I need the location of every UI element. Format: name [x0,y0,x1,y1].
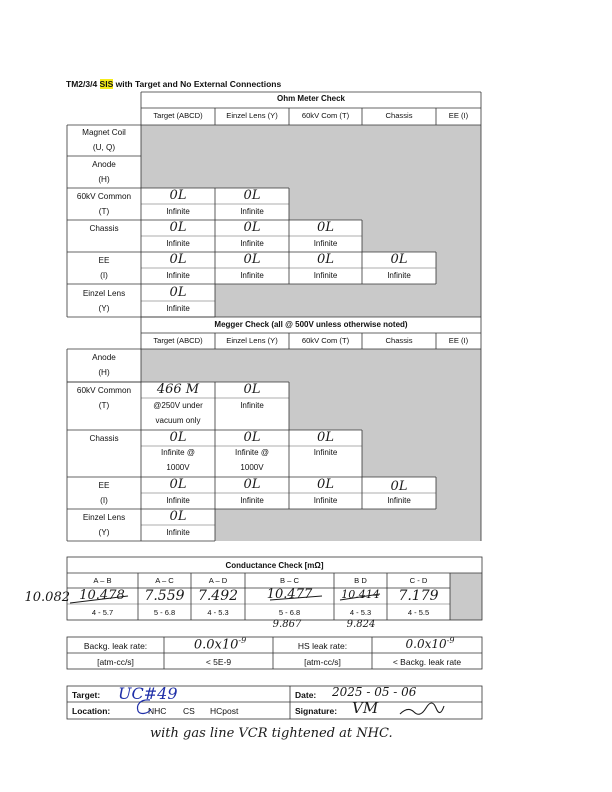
megger-ee-60kv-value: 0L [317,477,334,492]
cond-cd-range: 4 - 5.5 [407,608,430,617]
title-suffix: with Target and No External Connections [113,79,282,89]
megger-chassis-60kv-value: 0L [317,430,334,445]
date-label: Date: [295,690,317,700]
location-option-nhc: NHC [148,706,167,716]
megger-ee-chassis-std: Infinite [387,496,411,505]
megger-ee-target-value: 0L [169,477,187,492]
ohm-row-einzel: Einzel Lens (Y) [82,289,126,313]
megger-row-einzel: Einzel Lens (Y) [82,513,126,537]
location-circle-mark [134,697,154,717]
megger-chassis-target-std1: Infinite @ [161,448,195,457]
ohm-row-anode: Anode (H) [92,160,116,184]
backg-leak-limit: < 5E-9 [205,657,232,667]
ohm-col-chassis: Chassis [385,111,413,120]
megger-60kv-target-value: 466 M [156,382,200,397]
ohm-chassis-target-std: Infinite [166,239,190,248]
ohm-ee-target-value: 0L [169,252,187,267]
cond-col-bd: B D [354,576,367,585]
megger-ee-target-std: Infinite [166,496,190,505]
megger-chassis-target-std2: 1000V [166,463,190,472]
backg-leak-unit: [atm-cc/s] [97,657,134,667]
title-highlight: SIS [99,79,114,89]
ohm-row-magnet-coil: Magnet Coil (U, Q) [82,128,126,152]
ohm-col-einzel: Einzel Lens (Y) [226,111,278,120]
target-label: Target: [72,690,101,700]
ohm-ee-chassis-value: 0L [390,252,408,267]
signature-label: Signature: [295,706,338,716]
location-option-hcpost: HCpost [210,706,239,716]
cond-cd-value: 7.179 [398,588,439,604]
backg-leak-value: $0.0x10^{-9}$ [193,636,247,653]
megger-row-anode: Anode (H) [92,353,116,377]
cond-bc-value: 10.477 [266,587,313,602]
cond-bd-value: 10.414 [341,588,380,601]
megger-row-60kv-common: 60kV Common (T) [76,386,132,410]
ohm-meter-header: Ohm Meter Check [276,94,346,103]
cond-bc-range: 5 - 6.8 [278,608,301,617]
hs-leak-label: HS leak rate: [297,641,348,651]
ohm-row-60kv-common: 60kV Common (T) [76,192,132,216]
location-option-cs: CS [183,706,195,716]
ohm-einzel-target-value: 0L [169,285,187,300]
ohm-60kv-einzel-std: Infinite [240,207,264,216]
megger-chassis-target-value: 0L [169,430,187,445]
megger-ee-einzel-std: Infinite [240,496,264,505]
megger-check-header: Megger Check (all @ 500V unless otherwise noted) [214,320,408,329]
target-value: UC#49 [118,684,178,703]
ohm-col-target: Target (ABCD) [153,111,203,120]
cond-ac-value: 7.559 [144,588,185,604]
megger-row-chassis: Chassis [89,434,119,443]
ohm-einzel-target-std: Infinite [166,304,190,313]
hs-leak-value: $0.0x10^{-9}$ [405,636,455,651]
cond-col-bc: B – C [280,576,299,585]
megger-col-target: Target (ABCD) [153,336,203,345]
ohm-chassis-einzel-value: 0L [243,220,261,235]
ohm-ee-einzel-std: Infinite [240,271,264,280]
signature-scribble [400,703,444,714]
cond-ac-range: 5 - 6.8 [153,608,176,617]
cond-ad-range: 4 - 5.3 [207,608,229,617]
megger-60kv-target-std2: vacuum only [155,416,201,425]
megger-chassis-einzel-std2: 1000V [240,463,264,472]
backg-leak-label: Backg. leak rate: [83,641,148,651]
megger-col-einzel: Einzel Lens (Y) [226,336,278,345]
megger-row-ee: EE (I) [98,481,110,505]
ohm-chassis-60kv-std: Infinite [313,239,338,248]
signature-value: VM [352,699,379,717]
ohm-ee-chassis-std: Infinite [387,271,411,280]
ohm-ee-60kv-value: 0L [317,252,334,267]
ohm-60kv-target-std: Infinite [166,207,190,216]
cond-ad-value: 7.492 [197,588,239,604]
ohm-chassis-target-value: 0L [169,220,187,235]
date-value: 2025 - 05 - 06 [332,685,417,699]
title-prefix: TM2/3/4 [66,79,100,89]
conductance-header: Conductance Check [mΩ] [225,561,324,570]
megger-60kv-einzel-value: 0L [243,382,261,397]
cond-col-ab: A – B [93,576,112,585]
cond-ab-correction: 10.082 [24,590,70,605]
ohm-chassis-60kv-value: 0L [317,220,334,235]
megger-chassis-60kv-std: Infinite [313,448,338,457]
megger-chassis-einzel-value: 0L [243,430,261,445]
megger-einzel-target-std: Infinite [166,528,190,537]
cond-ab-range: 4 - 5.7 [91,608,114,617]
megger-ee-60kv-std: Infinite [313,496,338,505]
megger-einzel-target-value: 0L [169,509,187,524]
ohm-60kv-einzel-value: 0L [243,188,261,203]
ohm-col-60kv: 60kV Com (T) [301,111,350,120]
megger-60kv-target-std1: @250V under [153,401,203,410]
cond-col-ac: A – C [155,576,174,585]
ohm-ee-60kv-std: Infinite [313,271,338,280]
ohm-col-ee: EE (I) [448,111,469,120]
megger-ee-einzel-value: 0L [243,477,261,492]
ohm-row-ee: EE (I) [98,256,110,280]
cond-bc-correction: 9.867 [272,619,302,630]
cond-bd-correction: 9.824 [346,619,376,630]
megger-chassis-einzel-std1: Infinite @ [235,448,269,457]
ohm-ee-einzel-value: 0L [243,252,261,267]
ohm-60kv-target-value: 0L [169,188,187,203]
megger-col-ee: EE (I) [448,336,469,345]
ohm-row-chassis: Chassis [89,224,119,233]
megger-60kv-einzel-std: Infinite [240,401,264,410]
handwritten-note: with gas line VCR tightened at NHC. [150,726,393,741]
ohm-ee-target-std: Infinite [166,271,190,280]
cond-ab-value: 10.478 [79,588,125,603]
cond-bd-range: 4 - 5.3 [349,608,372,617]
megger-ee-chassis-value: 0L [390,479,408,494]
location-label: Location: [72,706,111,716]
megger-col-60kv: 60kV Com (T) [301,336,350,345]
megger-col-chassis: Chassis [385,336,413,345]
hs-leak-unit: [atm-cc/s] [304,657,341,667]
hs-leak-limit: < Backg. leak rate [392,657,462,667]
cond-col-cd: C - D [409,576,428,585]
cond-col-ad: A – D [208,576,228,585]
ohm-chassis-einzel-std: Infinite [240,239,264,248]
